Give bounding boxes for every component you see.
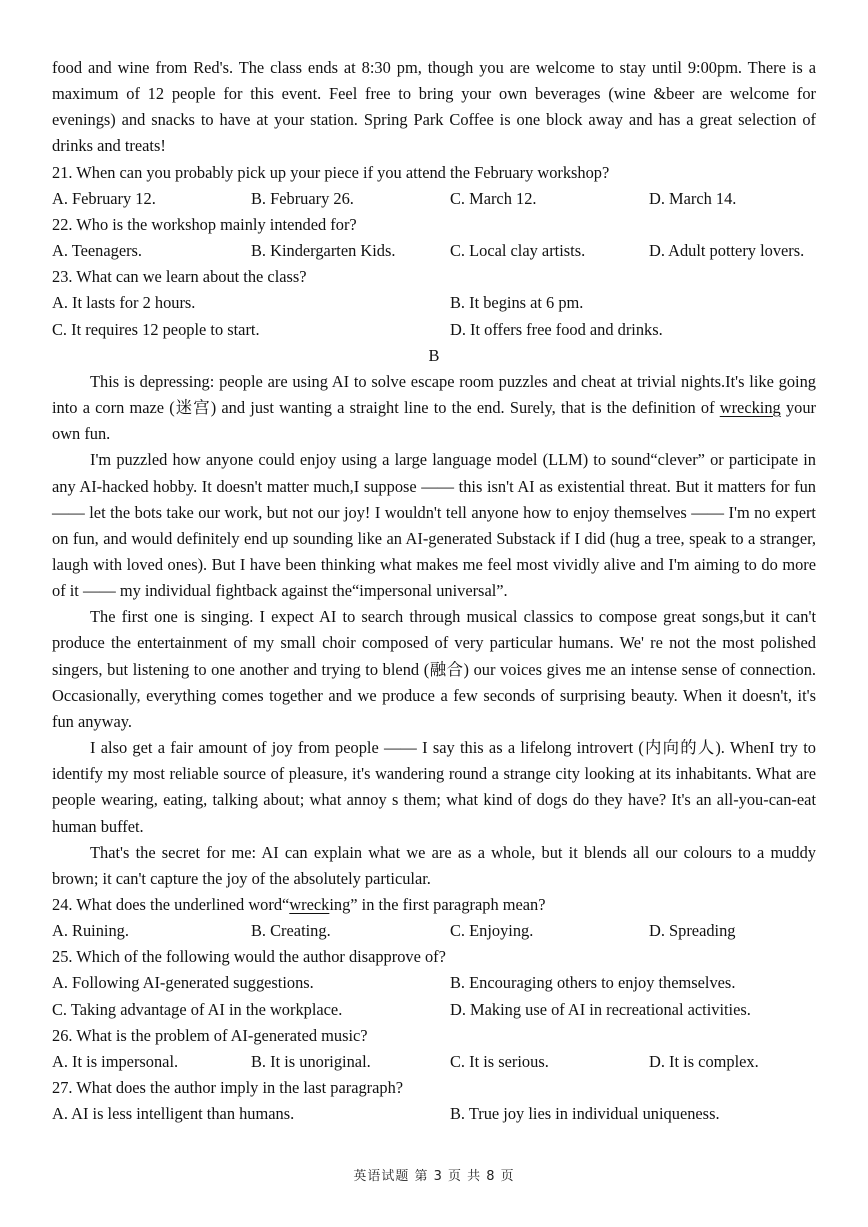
passage-b-paragraph-4: I also get a fair amount of joy from people —— I say this as a lifelong introvert (内向的人). WhenI try to identify my most reliable source of pleasure, it's wandering round a strange city looking at its inhabitants. What are people wearing, eating, talking about; what annoy s them; what kind of dogs do they have? It's an all-you-can-eat human buffet. bbox=[52, 738, 816, 836]
question-24-stem-end: ing” in the first paragraph mean? bbox=[329, 895, 546, 914]
option-27-b[interactable]: B. True joy lies in individual uniqueness. bbox=[450, 1104, 720, 1124]
question-26-options bbox=[52, 1049, 816, 1075]
option-21-a[interactable]: A. February 12. bbox=[52, 188, 156, 208]
page-footer: 英语试题 第 3 页 共 8 页 bbox=[353, 1169, 515, 1184]
paragraph-1-text-end: your own fun. bbox=[52, 398, 816, 444]
option-26-a[interactable]: A. It is impersonal. bbox=[52, 1051, 179, 1071]
option-21-d[interactable]: D. March 14. bbox=[649, 188, 737, 208]
question-27-options bbox=[52, 1101, 816, 1127]
option-26-d[interactable]: D. It is complex. bbox=[649, 1051, 759, 1071]
question-24-stem bbox=[52, 892, 816, 918]
option-24-a[interactable]: A. Ruining. bbox=[52, 921, 129, 941]
option-26-b[interactable]: B. It is unoriginal. bbox=[251, 1051, 371, 1071]
passage-a-tail: food and wine from Red's. The class ends at 8:30 pm, though you are welcome to stay until 9:00pm. There is a maximum of 12 people for this event. Feel free to bring your own beverages (wine &beer are welcome for evenings) and snacks to have at your station. Spring Park Coffee is one block away and has a great selection of drinks and treats! bbox=[52, 58, 816, 156]
option-22-b[interactable]: B. Kindergarten Kids. bbox=[251, 241, 396, 261]
option-22-c[interactable]: C. Local clay artists. bbox=[450, 241, 586, 261]
option-25-b[interactable]: B. Encouraging others to enjoy themselves. bbox=[450, 973, 736, 993]
question-25-options bbox=[52, 970, 816, 1022]
option-21-c[interactable]: C. March 12. bbox=[450, 188, 537, 208]
option-25-c[interactable]: C. Taking advantage of AI in the workplace. bbox=[52, 999, 343, 1019]
option-22-a[interactable]: A. Teenagers. bbox=[52, 241, 143, 261]
question-26-stem: 26. What is the problem of AI-generated music? bbox=[52, 1025, 368, 1045]
exam-page bbox=[52, 55, 816, 1127]
option-22-d[interactable]: D. Adult pottery lovers. bbox=[649, 241, 805, 261]
question-24-stem-start: 24. What does the underlined word“ bbox=[52, 895, 290, 914]
option-23-c[interactable]: C. It requires 12 people to start. bbox=[52, 319, 260, 339]
option-23-a[interactable]: A. It lasts for 2 hours. bbox=[52, 293, 196, 313]
option-27-a[interactable]: A. AI is less intelligent than humans. bbox=[52, 1104, 295, 1124]
paragraph-1-text-start: This is depressing: people are using AI to solve escape room puzzles and cheat at trivial nights.It's like going into a corn maze (迷宫) and just wanting a straight line to the end. Surely, that is the definition of bbox=[52, 371, 816, 418]
option-24-c[interactable]: C. Enjoying. bbox=[450, 921, 534, 941]
question-22-options bbox=[52, 238, 816, 264]
question-22-stem: 22. Who is the workshop mainly intended for? bbox=[52, 214, 357, 234]
passage-b-paragraph-2: I'm puzzled how anyone could enjoy using a large language model (LLM) to sound“clever” or participate in any AI-hacked hobby. It doesn't matter much,I suppose —— this isn't AI as existential threat. But it matters for fun —— let the bots take our work, but not our joy! I wouldn't tell anyone how to enjoy themselves —— I'm no expert on fun, and would definitely end up sounding like an AI-generated Substack if I did (hug a tree, speak to a stranger, laugh with loved ones). But I have been thinking what makes me feel most vividly alive and I'm aiming to do more of it —— my individual fightback against the“impersonal universal”. bbox=[52, 450, 816, 601]
option-25-a[interactable]: A. Following AI-generated suggestions. bbox=[52, 973, 314, 993]
passage-b-paragraph-1 bbox=[52, 369, 816, 447]
passage-b-paragraph-3: The first one is singing. I expect AI to search through musical classics to compose great songs,but it can't produce the entertainment of my small choir composed of very particular humans. We' re not the most polished singers, but listening to one another and trying to blend (融合) our voices gives me an intense sense of connection. Occasionally, everything comes together and we produce a few seconds of surprising beauty. When it doesn't, it's fun anyway. bbox=[52, 607, 816, 731]
question-27-stem: 27. What does the author imply in the last paragraph? bbox=[52, 1078, 404, 1098]
option-25-d[interactable]: D. Making use of AI in recreational activities. bbox=[450, 999, 751, 1019]
question-21-options bbox=[52, 186, 816, 212]
passage-b-paragraph-5: That's the secret for me: AI can explain what we are as a whole, but it blends all our colours to a muddy brown; it can't capture the joy of the absolutely particular. bbox=[52, 842, 816, 888]
question-23-stem: 23. What can we learn about the class? bbox=[52, 267, 307, 287]
underlined-word-wrecking: wrecking bbox=[719, 398, 781, 418]
section-b-heading: B bbox=[428, 345, 440, 365]
option-26-c[interactable]: C. It is serious. bbox=[450, 1051, 549, 1071]
question-21-stem: 21. When can you probably pick up your piece if you attend the February workshop? bbox=[52, 162, 610, 182]
question-23-options bbox=[52, 290, 816, 342]
question-25-stem: 25. Which of the following would the author disapprove of? bbox=[52, 947, 446, 967]
option-23-b[interactable]: B. It begins at 6 pm. bbox=[450, 293, 584, 313]
option-24-b[interactable]: B. Creating. bbox=[251, 921, 331, 941]
question-24-options bbox=[52, 918, 816, 944]
question-24-underlined-word: wreck bbox=[289, 895, 330, 914]
option-23-d[interactable]: D. It offers free food and drinks. bbox=[450, 319, 663, 339]
option-21-b[interactable]: B. February 26. bbox=[251, 188, 354, 208]
option-24-d[interactable]: D. Spreading bbox=[649, 921, 736, 941]
